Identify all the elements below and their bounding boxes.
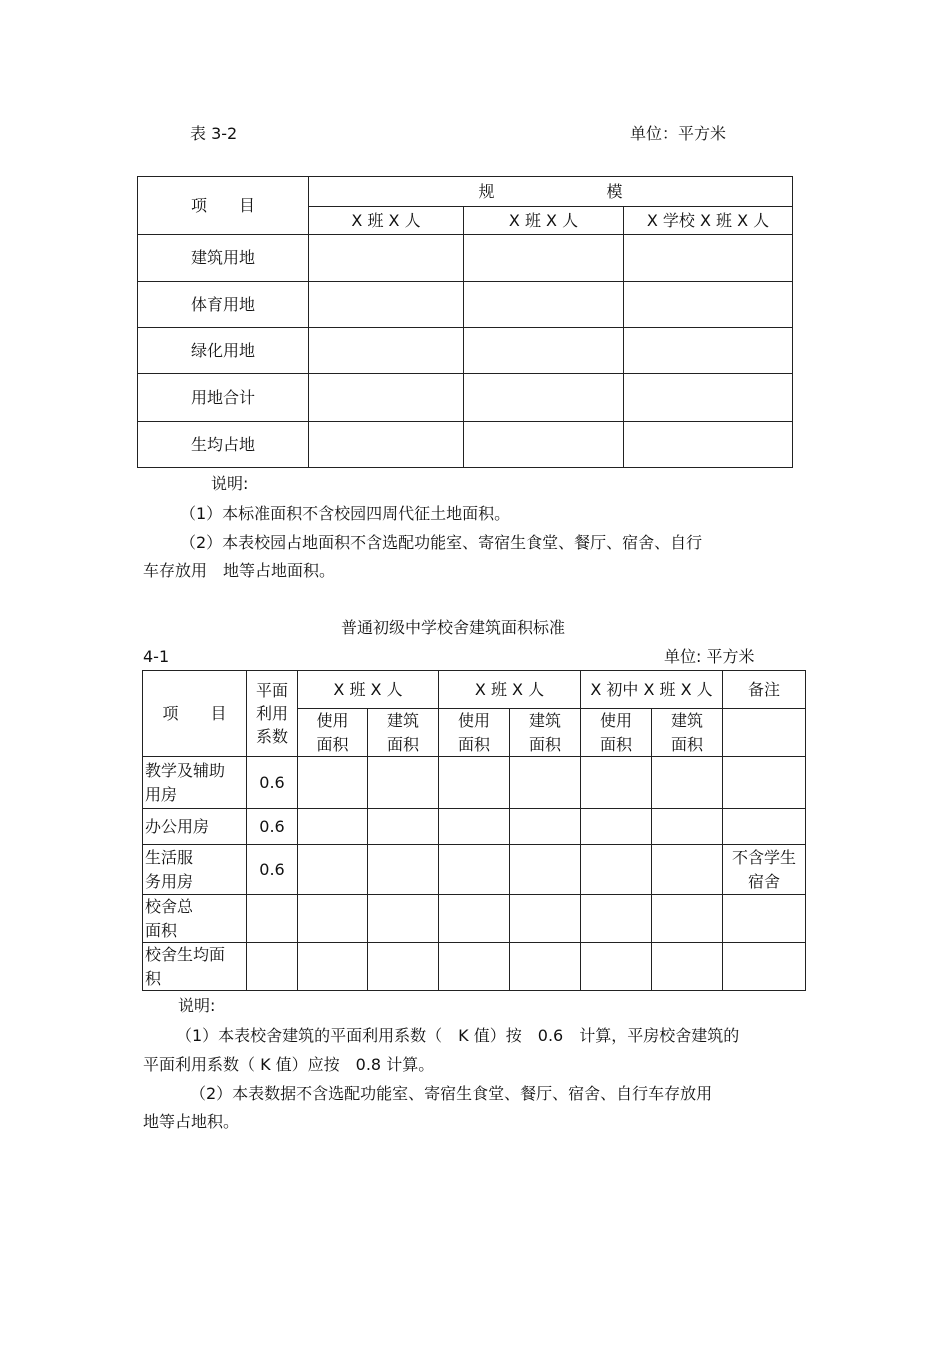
table1-unit-label: 单位：平方米 [630, 124, 727, 143]
table-row [143, 895, 806, 943]
table2-note-1b: 平面利用系数（ K 值）应按 0.8 计算。 [143, 1055, 435, 1074]
table-cell [624, 374, 793, 422]
row-coefficient: 0.6 [247, 845, 298, 895]
table-cell [309, 374, 464, 422]
table-cell [368, 757, 439, 809]
row-coefficient [247, 895, 298, 943]
table-cell [439, 757, 510, 809]
table-cell [510, 757, 581, 809]
table2-note-1a: （1）本表校舍建筑的平面利用系数（ K 值）按 0.6 计算，平房校舍建筑的 [176, 1026, 740, 1045]
table-row [138, 422, 793, 468]
table-cell [510, 895, 581, 943]
table2-notes-title: 说明: [178, 996, 216, 1015]
table2-unit-label: 单位: 平方米 [664, 647, 755, 666]
row-label: 建筑用地 [138, 235, 309, 282]
table-cell [439, 895, 510, 943]
table-cell [652, 757, 723, 809]
header-group-1: X 班 X 人 [298, 671, 439, 709]
table1-note-1: （1）本标准面积不含校园四周代征土地面积。 [180, 504, 511, 523]
header-item: 项 目 [138, 177, 309, 235]
header-scale: 规 模 [309, 177, 793, 207]
table-cell [652, 845, 723, 895]
table-cell [624, 328, 793, 374]
sub-header-line: 面积 [671, 734, 704, 754]
header-group-3: X 初中 X 班 X 人 [581, 671, 723, 709]
row-label [143, 757, 247, 809]
row-coefficient [247, 943, 298, 991]
header-use-area [439, 709, 510, 757]
table2-note-2b: 地等占地积。 [143, 1112, 240, 1131]
row-remark [723, 845, 806, 895]
table-cell [652, 943, 723, 991]
table-cell [298, 809, 368, 845]
table2-note-2a: （2）本表数据不含选配功能室、寄宿生食堂、餐厅、宿舍、自行车存放用 [190, 1084, 713, 1103]
table-row [143, 845, 806, 895]
table-cell [464, 282, 624, 328]
table-cell [510, 809, 581, 845]
table1-note-2b: 车存放用 地等占地面积。 [143, 561, 336, 580]
table-cell [298, 943, 368, 991]
table-cell [368, 809, 439, 845]
sub-header-line: 面积 [457, 734, 490, 754]
header-coefficient [247, 671, 298, 757]
header-group-2: X 班 X 人 [439, 671, 581, 709]
row-label-line: 教学及辅助 [145, 761, 226, 781]
row-label-line: 校舍总 [145, 897, 194, 917]
row-label: 办公用房 [143, 809, 247, 845]
table-cell [439, 845, 510, 895]
table1-caption-label: 表 3-2 [190, 124, 238, 143]
header-use-area [298, 709, 368, 757]
table-cell [723, 709, 806, 757]
row-label [143, 845, 247, 895]
sub-header-line: 面积 [316, 734, 349, 754]
row-label: 体育用地 [138, 282, 309, 328]
header-col-1: X 班 X 人 [309, 207, 464, 235]
table-row [138, 328, 793, 374]
table-cell [368, 943, 439, 991]
row-label [143, 895, 247, 943]
header-item: 项 目 [143, 671, 247, 757]
row-label: 生均占地 [138, 422, 309, 468]
table-row [138, 282, 793, 328]
header-build-area [510, 709, 581, 757]
table2-title: 普通初级中学校舍建筑面积标准 [341, 618, 566, 637]
table-cell [581, 809, 652, 845]
table-cell [464, 328, 624, 374]
header-remark: 备注 [723, 671, 806, 709]
header-build-area [368, 709, 439, 757]
sub-header-line: 使用 [316, 711, 349, 731]
table-cell [652, 809, 723, 845]
header-col-2: X 班 X 人 [464, 207, 624, 235]
header-coef-line2: 利用 [255, 703, 288, 723]
table1-notes-title: 说明: [211, 474, 249, 493]
table-cell [309, 422, 464, 468]
row-remark [723, 757, 806, 809]
table-cell [368, 845, 439, 895]
table-cell [652, 895, 723, 943]
table-cell [309, 235, 464, 282]
table-cell [464, 422, 624, 468]
table-cell [581, 943, 652, 991]
table1-note-2a: （2）本表校园占地面积不含选配功能室、寄宿生食堂、餐厅、宿舍、自行 [180, 533, 703, 552]
sub-header-line: 使用 [457, 711, 490, 731]
table-row [143, 809, 806, 845]
row-remark [723, 809, 806, 845]
sub-header-line: 面积 [599, 734, 632, 754]
row-label-line: 校舍生均面 [145, 945, 226, 965]
table-cell [298, 757, 368, 809]
header-coef-line1: 平面 [255, 680, 288, 700]
table-cell [439, 809, 510, 845]
row-coefficient: 0.6 [247, 757, 298, 809]
sub-header-line: 建筑 [528, 711, 561, 731]
row-coefficient: 0.6 [247, 809, 298, 845]
table-cell [624, 282, 793, 328]
table-cell [624, 235, 793, 282]
row-label-line: 务用房 [145, 871, 194, 891]
table2-caption-label: 4-1 [143, 647, 170, 666]
table-cell [368, 895, 439, 943]
table-cell [464, 235, 624, 282]
header-coef-line3: 系数 [255, 727, 288, 747]
table-row [143, 943, 806, 991]
table-row [143, 757, 806, 809]
table-cell [309, 328, 464, 374]
table-cell [439, 943, 510, 991]
row-label-line: 面积 [145, 920, 178, 940]
sub-header-line: 面积 [528, 734, 561, 754]
land-area-table [137, 176, 793, 468]
table-cell [309, 282, 464, 328]
row-remark [723, 943, 806, 991]
sub-header-line: 面积 [386, 734, 419, 754]
row-label: 用地合计 [138, 374, 309, 422]
header-use-area [581, 709, 652, 757]
sub-header-line: 建筑 [671, 711, 704, 731]
header-build-area [652, 709, 723, 757]
remark-line: 不含学生 [732, 848, 797, 868]
row-label-line: 生活服 [145, 848, 194, 868]
row-label [143, 943, 247, 991]
table-cell [581, 845, 652, 895]
row-label: 绿化用地 [138, 328, 309, 374]
row-remark [723, 895, 806, 943]
row-label-line: 积 [145, 968, 162, 988]
sub-header-line: 使用 [599, 711, 632, 731]
table-cell [581, 757, 652, 809]
table-cell [298, 895, 368, 943]
remark-line: 宿舍 [748, 871, 781, 891]
table-cell [464, 374, 624, 422]
table-cell [510, 943, 581, 991]
table-cell [510, 845, 581, 895]
table-cell [298, 845, 368, 895]
table-row [138, 235, 793, 282]
table-row [138, 374, 793, 422]
sub-header-line: 建筑 [386, 711, 419, 731]
header-col-3: X 学校 X 班 X 人 [624, 207, 793, 235]
row-label-line: 用房 [145, 784, 178, 804]
table-cell [581, 895, 652, 943]
building-area-table [142, 670, 806, 991]
table-cell [624, 422, 793, 468]
